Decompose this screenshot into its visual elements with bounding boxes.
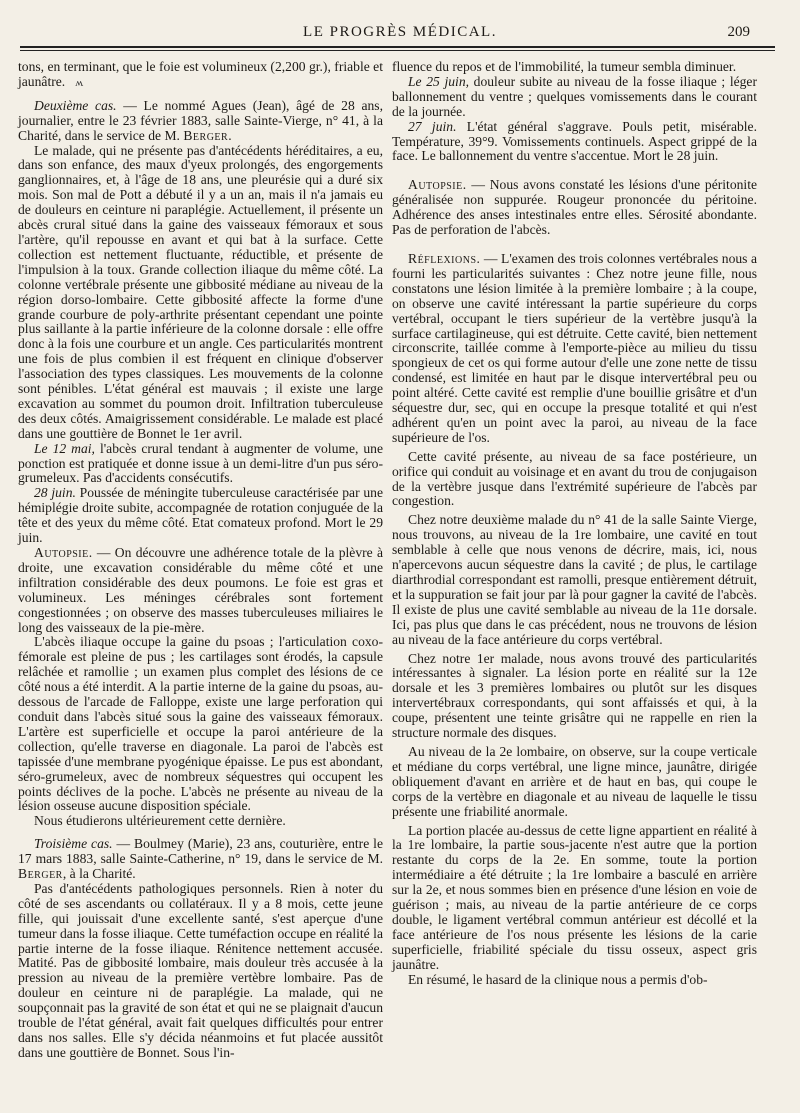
right-column xyxy=(392,60,757,987)
paragraph: fluence du repos et de l'immobilité, la tumeur sembla diminuer. xyxy=(392,59,737,74)
handwritten-mark: ʍ xyxy=(75,76,84,89)
journal-title: LE PROGRÈS MÉDICAL. xyxy=(303,24,497,40)
paragraph: Cette cavité présente, au niveau de sa face postérieure, un orifice qui conduit au voisinage et en avant du trou de conjugaison de la vertèbre jusque dans l'extrémité supérieure de l'abcès par congestion. xyxy=(392,448,757,509)
paragraph: Nous étudierons ultérieurement cette dernière. xyxy=(34,813,286,829)
autopsy-paragraph: Autopsie. — Nous avons constaté les lésions d'une péritonite généralisée non suppurée. Rougeur prononcée du péritoine. Adhérence des anses intestinales entre elles. Sérosité abondante. Pas de perforation de l'abcès. xyxy=(392,177,757,238)
paragraph: Le 12 mai, l'abcès crural tendant à augmenter de volume, une ponction est pratiquée et donne issue à un demi-litre d'un pus séro-grumeleux. Pas d'accidents consécutifs. xyxy=(18,440,383,486)
paragraph: La portion placée au-dessus de cette ligne appartient en réalité à la 1re lombaire, la partie sous-jacente n'est autre que la portion restante du corps de la 2e. En somme, toute la portion intermédiaire a été détruite ; la 1re lombaire a basculé en arrière sur la 2e, et nous sommes bien en présence d'une lésion en voie de guérison ; mais, au niveau de la partie antérieure de ce corps double, le ligament vertébral commun antérieur est décollé et la face antérieure de l'os nous présente les lésions de la carie superficielle, friabilité spéciale du tissu osseux, aspect gris jaunâtre. xyxy=(392,822,757,972)
paragraph: Chez notre 1er malade, nous avons trouvé des particularités intéressantes à signaler. La lésion porte en réalité sur la 12e dorsale et les 3 premières lombaires ou plutôt sur les disques intervertébraux correspondants, qui sont affaissés et qui, à la coupe, présentent une teinte grisâtre qui ne rappelle en rien la structure normale des disques. xyxy=(392,650,757,741)
page-header xyxy=(20,22,780,46)
header-rule xyxy=(20,46,775,48)
paragraph: En résumé, le hasard de la clinique nous a permis d'ob- xyxy=(408,971,708,987)
paragraph: Au niveau de la 2e lombaire, on observe, sur la coupe verticale et médiane du corps vertébral, une ligne mince, jaunâtre, dirigée obliquement d'avant en arrière et de haut en bas, qui coupe le corps de la vertèbre en diagonale et au niveau de laquelle le tissu présente une friabilité anormale. xyxy=(392,743,757,819)
paragraph: Chez notre deuxième malade du n° 41 de la salle Sainte Vierge, nous trouvons, au niveau de la 1re lombaire, une cavité en tout semblable à celle que nous venons de décrire, mais, ici, nous n'apercevons aucun séquestre dans la cavité ; de plus, le cartilage diarthrodial correspondant est ramolli, presque entièrement détruit, et la suppuration se fait jour par là pour gagner la cavité de l'abcès. Il existe de plus une cavité semblable au niveau de la 11e dorsale. Ici, pas plus que dans le cas précédent, nous ne trouvons de lésion au niveau de la face antérieure du corps vertébral. xyxy=(392,512,757,647)
paragraph: tons, en terminant, que le foie est volumineux (2,200 gr.), friable et jaunâtre. ʍ xyxy=(18,59,383,89)
paragraph: Le malade, qui ne présente pas d'antécédents héréditaires, a eu, dans son enfance, des maux d'yeux prolongés, des engorgements ganglionnaires, et, à l'âge de 18 ans, une pleurésie qui a duré six mois. Son mal de Pott a débuté il y a un an, mais il n'a jamais eu de douleurs en ceinture ni paraplégie. Actuellement, il présente un abcès crural situé dans la gaine des vaisseaux fémoraux et sous l'artère, qu'il repousse en avant et qui bat à la surface. Cette collection est nettement fluctuante, réductible, et présente de l'impulsion à la toux. Grande collection iliaque du même côté. La colonne vertébrale présente une gibbosité médiane au niveau de la région dorso-lombaire. Cette gibbosité affecte la forme d'une grande courbure de poly-arthrite présentant cependant une pointe plus saillante à la partie inférieure de la colonne dorsale : elle offre donc à la fois une courbure et un angle. Ces particularités montrent une fois de plus combien il est fréquent en clinique d'observer l'association des types classiques. Les mouvements de la colonne sont pénibles. L'état général est mauvais ; il existe une large excavation au sommet du poumon droit. Infiltration tuberculeuse des deux côtés. Amaigrissement considérable. Le malade est placé dans une gouttière de Bonnet le 1er avril. xyxy=(18,142,383,441)
autopsy-paragraph: Autopsie. — On découvre une adhérence totale de la plèvre à droite, une excavation considérable du même côté et une infiltration considérable des deux poumons. Le foie est gras et volumineux. Les méninges cérébrales sont fortement congestionnées ; on observe des masses tuberculeuses miliaires le long des vaisseaux de la pie-mère. xyxy=(18,545,383,635)
case-2-heading: Deuxième cas. — Le nommé Agues (Jean), âgé de 28 ans, journalier, entre le 23 février 1883, salle Sainte-Vierge, n° 41, à la Charité, dans le service de M. Berger. xyxy=(18,97,383,143)
paragraph: 27 juin. L'état général s'aggrave. Pouls petit, misérable. Température, 39°9. Vomissements continuels. Aspect grippé de la face. Le ballonnement du ventre s'accentue. Mort le 28 juin. xyxy=(392,118,757,164)
paragraph: 28 juin. Poussée de méningite tuberculeuse caractérisée par une hémiplégie droite subite, accompagnée de rotation conjuguée de la tête et des yeux du même côté. Etat comateux profond. Mort le 29 juin. xyxy=(18,485,383,546)
header-rule-thin xyxy=(20,50,775,51)
left-column xyxy=(18,60,383,1061)
case-3-heading: Troisième cas. — Boulmey (Marie), 23 ans, couturière, entre le 17 mars 1883, salle Sainte-Catherine, n° 19, dans le service de M. Berger, à la Charité. xyxy=(18,836,383,882)
paragraph: Le 25 juin, douleur subite au niveau de la fosse iliaque ; léger ballonnement du ventre ; quelques vomissements dans le courant de la journée. xyxy=(392,73,757,119)
page-number: 209 xyxy=(727,24,750,40)
reflexions-paragraph: Réflexions. — L'examen des trois colonnes vertébrales nous a fourni les particularités suivantes : Chez notre jeune fille, nous constatons une lésion limitée à la première lombaire ; à la coupe, on observe une cavité intéressant la partie supérieure du corps vertébral, occupant le tiers supérieur de la vertèbre jusqu'à la surface cartilagineuse, qui est détruite. Cette cavité, bien nettement circonscrite, taillée comme à l'emporte-pièce au milieu du tissu spongieux de cet os qui forme autour d'elle une zone nette de tissu condensé, est limitée en haut par le disque intervertébral peu ou point altéré. Cette cavité est remplie d'une bouillie grisâtre et d'un séquestre dur, sec, qui en occupe la presque totalité et qui n'est adhérent qu'en un point avec la paroi, au niveau de la face supérieure de l'os. xyxy=(392,250,757,445)
paragraph: L'abcès iliaque occupe la gaine du psoas ; l'articulation coxo-fémorale est pleine de pus ; les cartilages sont érodés, la capsule relâchée et ramollie ; un examen plus complet des lésions de ce côté nous a été interdit. A la partie interne de la gaine du psoas, au-dessous de l'arcade de Falloppe, existe une large perforation qui conduit dans l'abcès situé sous la gaine des vaisseaux fémoraux. L'artère est superficielle et occupe la paroi antérieure de la collection, qu'elle traverse en diagonale. La paroi de l'abcès est tapissée d'une membrane pyogénique épaisse. Le pus est abondant, séro-grumeleux, avec de nombreux séquestres qui occupent les points déclives de la poche. L'abcès ne présente au niveau de la lésion osseuse aucune disposition spéciale. xyxy=(18,634,383,814)
paragraph: Pas d'antécédents pathologiques personnels. Rien à noter du côté de ses ascendants ou collatéraux. Il y a 8 mois, cette jeune fille, qui jouissait d'une excellente santé, s'est aperçue d'une tumeur dans la fosse iliaque. Cette tuméfaction occupe en réalité la partie interne de la fosse iliaque. Rénitence nettement accusée. Matité. Pas de gibbosité lombaire, mais douleur très accusée à la pression au niveau de la première vertèbre lombaire. Pas de douleur en ceinture ni de paraplégie. La malade, qui ne soupçonnait pas la gravité de son état et qui ne se plaignait d'aucun trouble de l'état général, avait fait quelques difficultés pour entrer dans nos salles. Elle s'y décida néanmoins et fut placée aussitôt dans une gouttière de Bonnet. Sous l'in- xyxy=(18,880,383,1060)
